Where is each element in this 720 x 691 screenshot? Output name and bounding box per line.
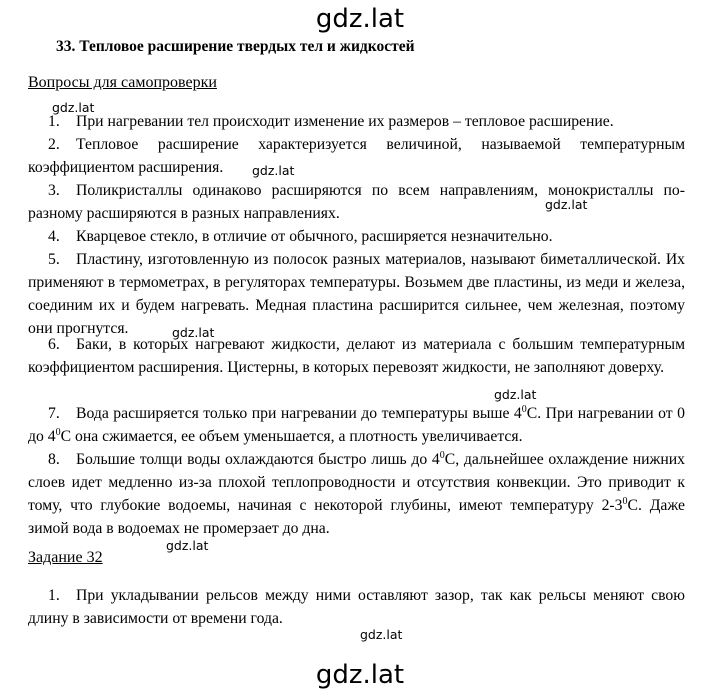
watermark-top: gdz.lat [315, 4, 405, 34]
watermark-bottom: gdz.lat [315, 660, 405, 690]
answer-text: Баки, в которых нагревают жидкости, делают из материала с большим температурным коэффициентом расширения. Цистерны, в которых перевозят жидкости, не заполняют доверху. [28, 336, 685, 376]
degree-superscript: 0 [439, 450, 445, 461]
task-number: 1. [48, 587, 60, 604]
answer-text: Кварцевое стекло, в отличие от обычного, расширяется незначительно. [76, 228, 553, 245]
answer-text: Поликристаллы одинаково расширяются по всем направлениям, монокристаллы по-разному расширяются в разных направлениях. [28, 182, 685, 222]
answer-text: С. При нагревании от 0 до 4 [28, 405, 685, 445]
answer-text: Пластину, изготовленную из полосок разных материалов, называют биметаллической. Их применяют в термометрах, в регуляторах температуры. Возьмем две пластины, из меди и железа, соединим их и будем нагревать. Медная пластина расширится сильнее, чем железная, поэтому они прогнутся. [28, 251, 685, 337]
answer-text: Тепловое расширение характеризуется величиной, называемой температурным коэффициентом расширения. [28, 136, 685, 176]
watermark-small: gdz.lat [494, 387, 537, 402]
answer-8 [28, 448, 685, 540]
watermark-small: gdz.lat [166, 538, 209, 553]
task-text: При укладывании рельсов между ними оставляют зазор, так как рельсы меняют свою длину в зависимости от времени года. [28, 587, 685, 627]
answer-4 [28, 225, 685, 248]
answer-text: Вода расширяется только при нагревании до температуры выше 4 [76, 405, 522, 422]
answer-5 [28, 248, 685, 340]
task-1 [28, 584, 685, 630]
answer-text: С она сжимается, ее объем уменьшается, а плотность увеличивается. [60, 428, 523, 445]
degree-superscript: 0 [521, 404, 527, 415]
answer-1 [28, 110, 685, 133]
watermark-small: gdz.lat [545, 197, 588, 212]
answer-2 [28, 133, 685, 179]
section-heading-self-check: Вопросы для самопроверки [28, 74, 217, 91]
answer-7 [28, 402, 685, 448]
answer-6 [28, 333, 685, 379]
answer-text: При нагревании тел происходит изменение их размеров – тепловое расширение. [76, 113, 614, 130]
answer-number: 6. [48, 336, 60, 353]
answer-text: Большие толщи воды охлаждаются быстро лишь до 4 [76, 451, 440, 468]
degree-superscript: 0 [55, 427, 61, 438]
answer-number: 8. [48, 451, 60, 468]
answer-number: 5. [48, 251, 60, 268]
answer-number: 2. [48, 136, 60, 153]
page-title: 33. Тепловое расширение твердых тел и жидкостей [56, 38, 415, 55]
answer-number: 1. [48, 113, 60, 130]
answer-number: 4. [48, 228, 60, 245]
watermark-small: gdz.lat [52, 100, 95, 115]
watermark-small: gdz.lat [252, 163, 295, 178]
answer-number: 7. [48, 405, 60, 422]
section-heading-task: Задание 32 [28, 549, 103, 566]
degree-superscript: 0 [622, 496, 628, 507]
watermark-small: gdz.lat [172, 325, 215, 340]
answer-text: С. Даже зимой вода в водоемах не промерзает до дна. [28, 497, 685, 537]
answer-text: С, дальнейшее охлаждение нижних слоев идет медленно из-за плохой теплопроводности и отсутствия конвекции. Это приводит к тому, что глубокие водоемы, начиная с некоторой глубины, имеют температуру 2-3 [28, 451, 685, 514]
answer-number: 3. [48, 182, 60, 199]
watermark-small: gdz.lat [360, 627, 403, 642]
